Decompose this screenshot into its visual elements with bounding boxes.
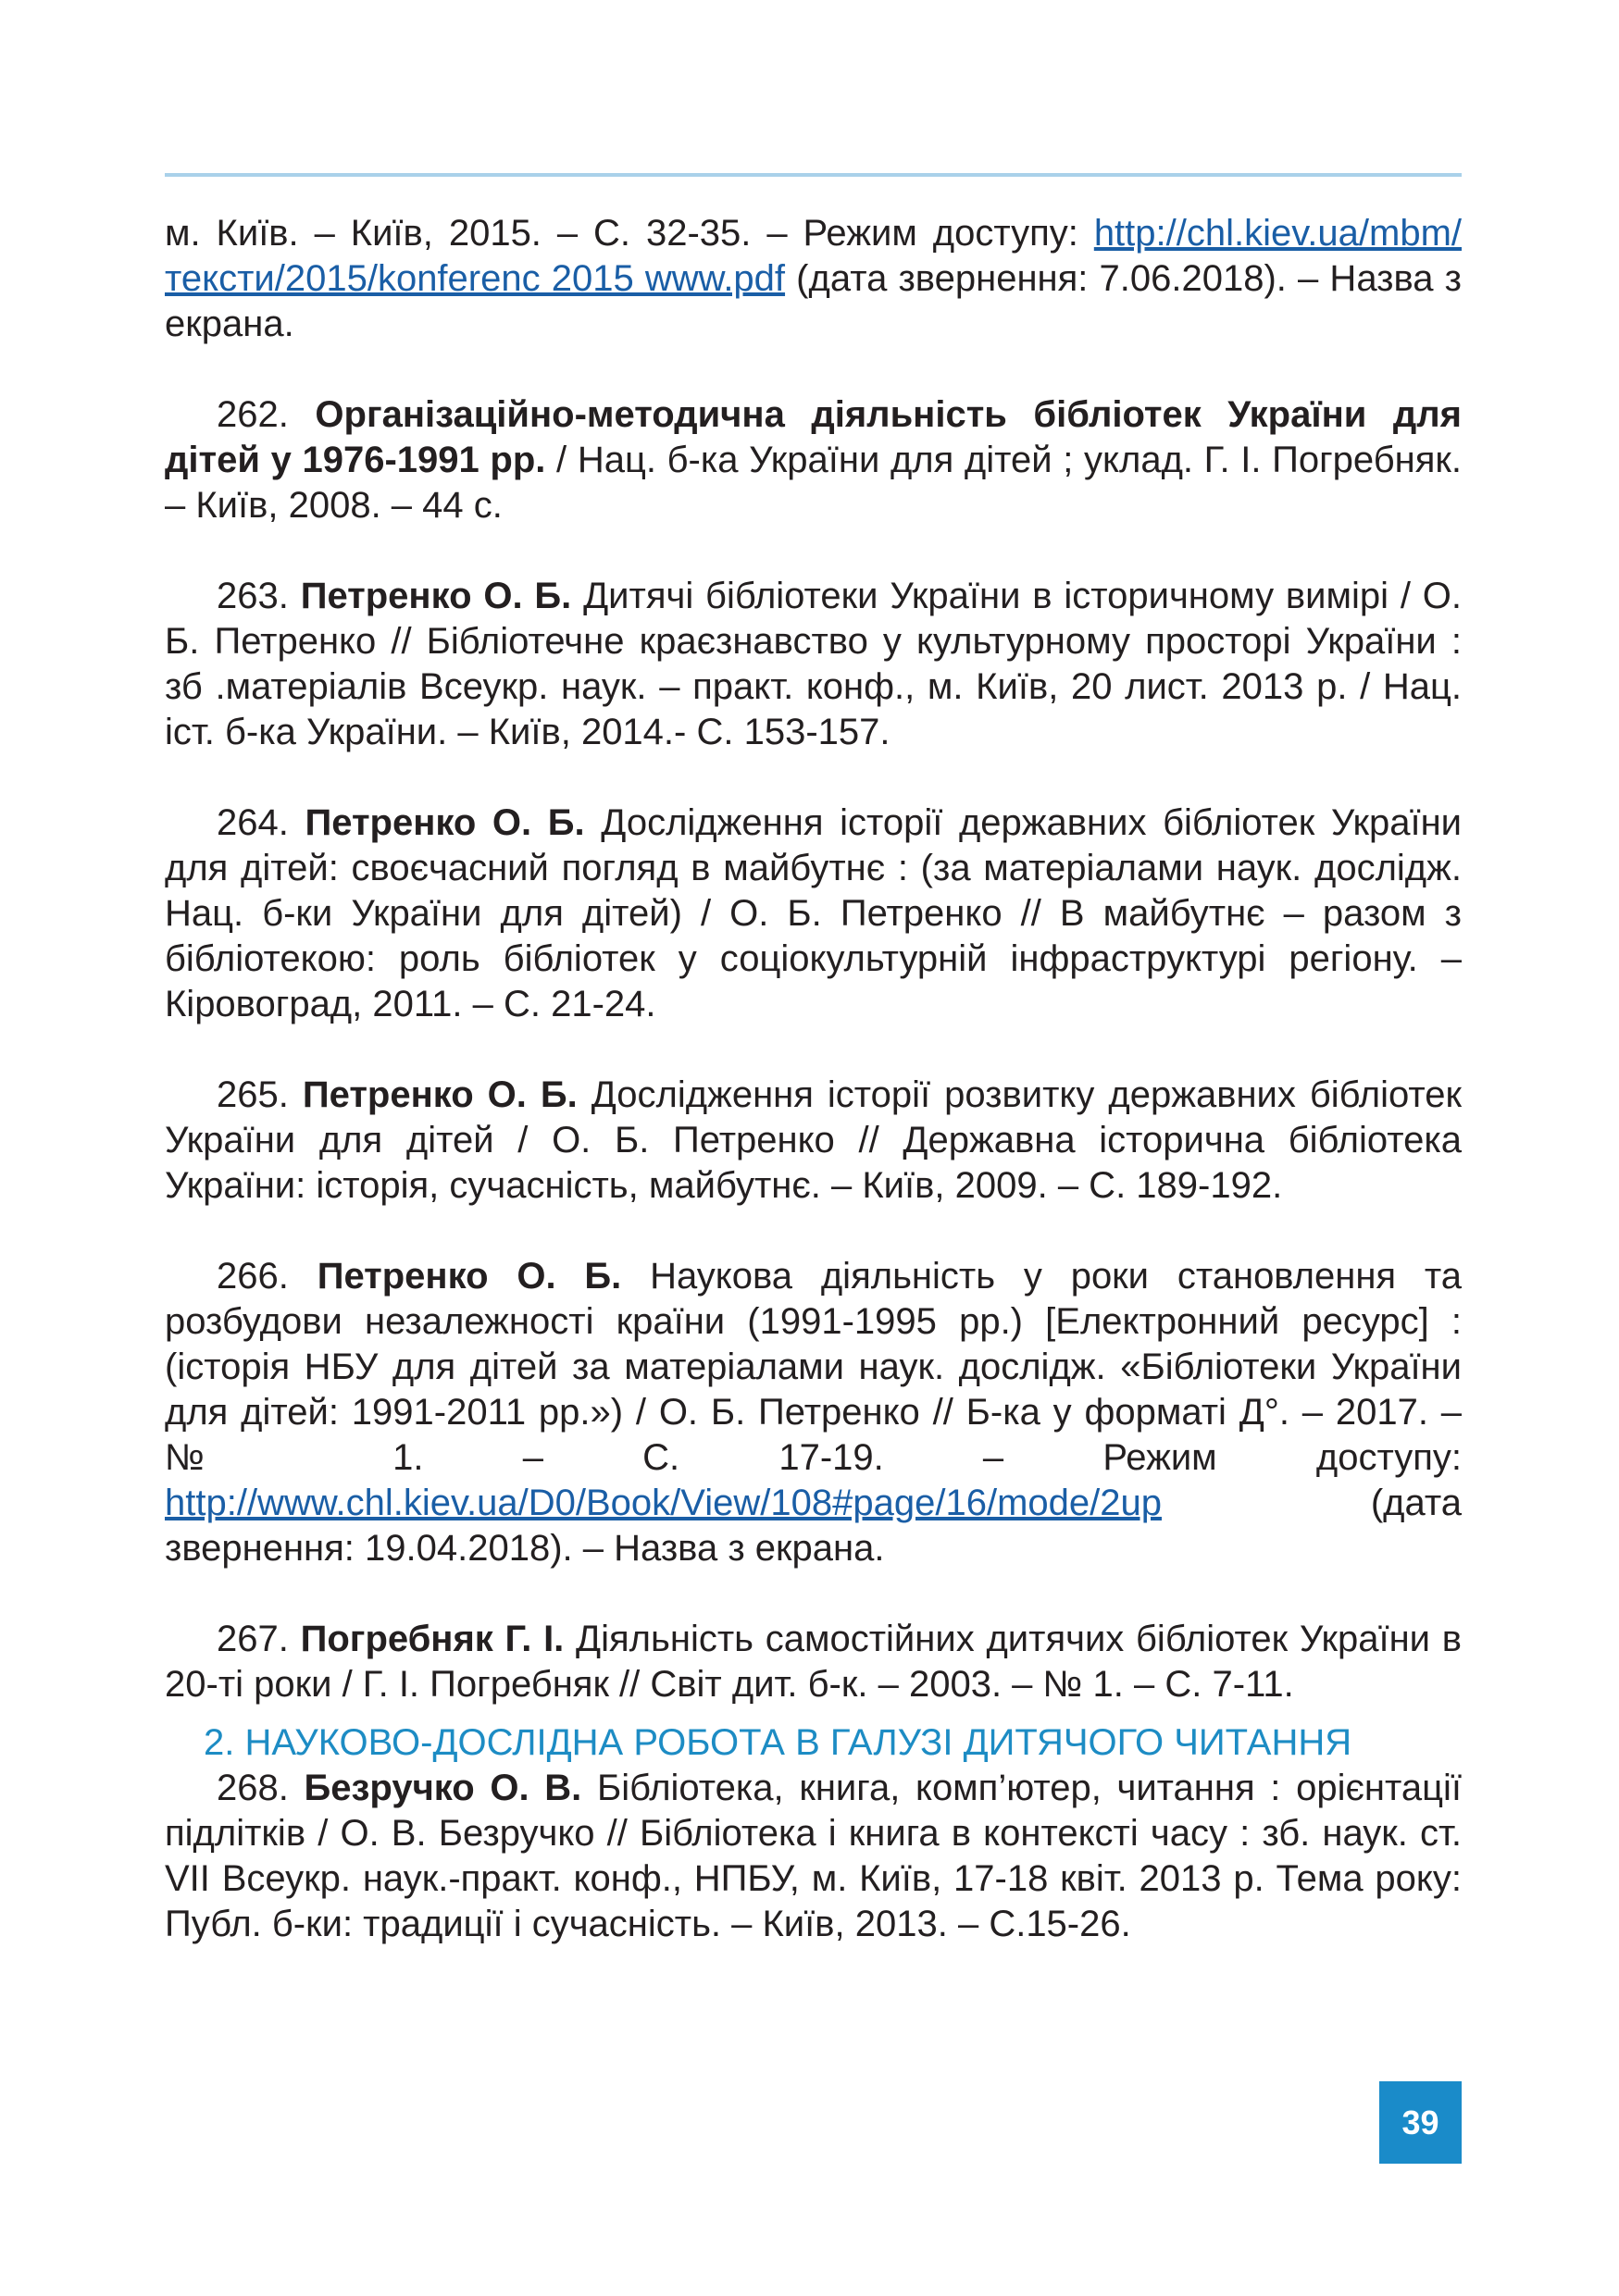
entry-263 bbox=[165, 574, 1462, 755]
entry-text: м. Київ. – Київ, 2015. – С. 32-35. – Режим доступу: bbox=[165, 213, 1094, 254]
entry-261-continuation bbox=[165, 211, 1462, 347]
entry-number: 264. bbox=[217, 802, 305, 843]
entry-268 bbox=[165, 1766, 1462, 1947]
entry-author: Безручко О. В. bbox=[304, 1768, 582, 1808]
entry-262 bbox=[165, 392, 1462, 528]
entry-number: 263. bbox=[217, 576, 301, 616]
page-content bbox=[165, 211, 1462, 1992]
entry-266 bbox=[165, 1254, 1462, 1571]
entry-text: (дата звернення: 7.06.2018). – Назва з екрана. bbox=[165, 258, 1462, 344]
entry-title: Організаційно-методична діяльність бібліотек України для дітей у 1976-1991 рр. bbox=[165, 394, 1463, 480]
entry-text: Дослідження історії розвитку державних бібліотек України для дітей / О. Б. Петренко // Державна історична бібліотека України: історія, сучасність, майбутнє. – Київ, 2009. – С. 189-192. bbox=[165, 1074, 1462, 1206]
page-number-badge: 39 bbox=[1379, 2081, 1462, 2164]
entry-author: Погребняк Г. І. bbox=[300, 1619, 565, 1659]
entry-text: Наукова діяльність у роки становлення та розбудови незалежності країни (1991-1995 рр.) [Електронний ресурс] : (історія НБУ для дітей за матеріалами наук. дослідж. «Бібліотеки України для дітей: 1991-2011 рр.») / О. Б. Петренко // Б-ка у форматі Д°. – 2017. – № 1. – С. 17-19. – Режим доступу: bbox=[165, 1256, 1463, 1478]
entry-264 bbox=[165, 800, 1462, 1027]
entry-author: Петренко О. Б. bbox=[305, 802, 585, 843]
entry-text: Дослідження історії державних бібліотек України для дітей: своєчасний погляд в майбутнє : (за матеріалами наук. дослідж. Нац. б-ки України для дітей) / О. Б. Петренко // В майбутнє – разом з бібліотекою: роль бібліотек у соціокультурній інфраструктурі регіону. – Кіровоград, 2011. – С. 21-24. bbox=[165, 802, 1463, 1024]
entry-number: 262. bbox=[217, 394, 316, 435]
header-rule bbox=[165, 173, 1462, 177]
entry-number: 266. bbox=[217, 1256, 318, 1297]
entry-text: / Нац. б-ка України для дітей ; уклад. Г. І. Погребняк. – Київ, 2008. – 44 с. bbox=[165, 440, 1462, 526]
entry-text: Бібліотека, книга, комп’ютер, читання : орієнтації підлітків / О. В. Безручко // Бібліотека і книга в контексті часу : зб. наук. ст. VII Всеукр. наук.-практ. конф., НПБУ, м. Київ, 17-18 квіт. 2013 р. Тема року: Публ. б-ки: традиції і сучасність. – Київ, 2013. – С.15-26. bbox=[165, 1768, 1462, 1944]
entry-link[interactable]: http://www.chl.kiev.ua/D0/Book/View/108#page/16/mode/2up bbox=[165, 1483, 1162, 1523]
entry-link[interactable]: http://chl.kiev.ua/mbm/тексти/2015/konferenc 2015 www.pdf bbox=[165, 213, 1462, 299]
entry-number: 265. bbox=[217, 1074, 303, 1115]
entry-author: Петренко О. Б. bbox=[317, 1256, 622, 1297]
section-heading: 2. НАУКОВО-ДОСЛІДНА РОБОТА В ГАЛУЗІ ДИТЯЧОГО ЧИТАННЯ bbox=[204, 1722, 1352, 1763]
entry-number: 268. bbox=[217, 1768, 305, 1808]
entry-text: Діяльність самостійних дитячих бібліотек України в 20-ті роки / Г. І. Погребняк // Світ дит. б-к. – 2003. – № 1. – С. 7-11. bbox=[165, 1619, 1463, 1705]
entry-267 bbox=[165, 1617, 1462, 1707]
entry-text: Дитячі бібліотеки України в історичному вимірі / О. Б. Петренко // Бібліотечне краєзнавство у культурному просторі України : зб .матеріалів Всеукр. наук. – практ. конф., м. Київ, 20 лист. 2013 р. / Нац. іст. б-ка України. – Київ, 2014.- С. 153-157. bbox=[165, 576, 1463, 752]
entry-text: (дата звернення: 19.04.2018). – Назва з екрана. bbox=[165, 1483, 1462, 1569]
entry-number: 267. bbox=[217, 1619, 301, 1659]
entry-265 bbox=[165, 1073, 1462, 1209]
entry-author: Петренко О. Б. bbox=[302, 1074, 578, 1115]
entry-author: Петренко О. Б. bbox=[300, 576, 572, 616]
